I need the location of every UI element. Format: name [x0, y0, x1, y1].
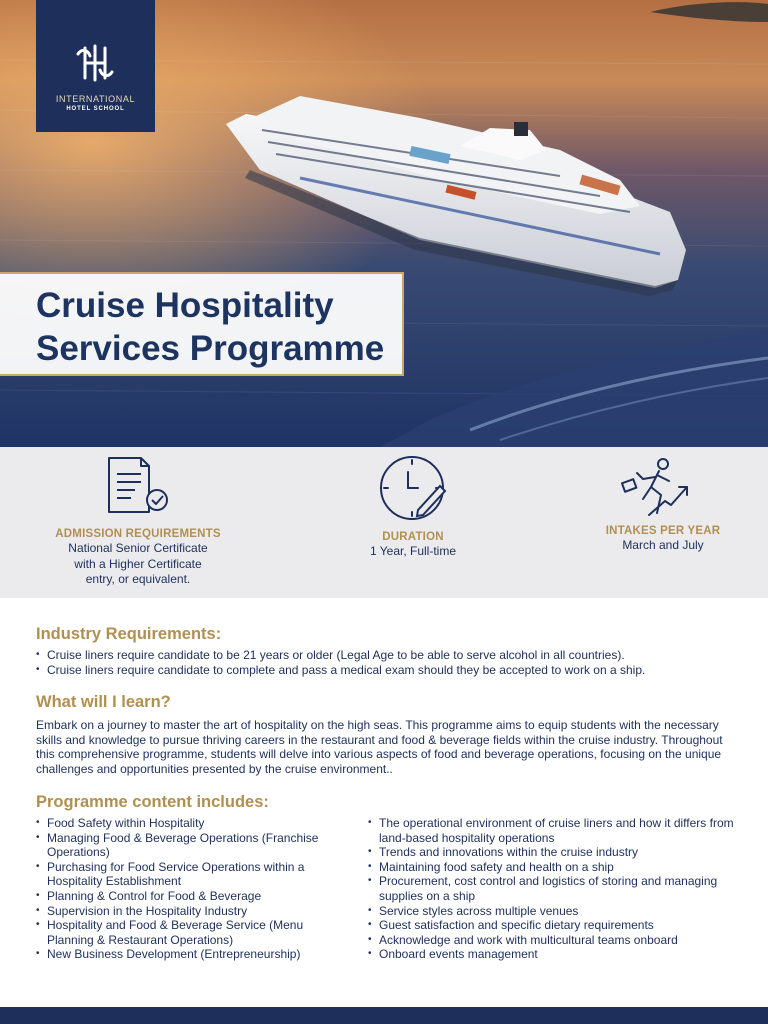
logo-text-line2: HOTEL SCHOOL [66, 106, 125, 112]
clock-pencil-icon [378, 456, 448, 522]
list-item: • New Business Development (Entrepreneurship) [36, 947, 326, 962]
list-item: • Hospitality and Food & Beverage Service (Menu Planning & Restaurant Operations) [36, 918, 326, 947]
list-item: • Purchasing for Food Service Operations within a Hospitality Establishment [36, 860, 326, 889]
logo-text-line1: INTERNATIONAL [55, 94, 136, 104]
info-duration-line: 1 Year, Full-time [369, 544, 457, 558]
page-title [0, 272, 404, 376]
list-item: • Onboard events management [368, 947, 738, 962]
info-admission-line: with a Higher Certificate [74, 556, 202, 571]
programme-content-heading: Programme content includes: [36, 793, 269, 811]
info-duration-heading: DURATION [382, 531, 444, 543]
list-item: • Cruise liners require candidate to be 21 years or older (Legal Age to be able to serve alcohol in all countries). [36, 648, 756, 663]
info-admission [48, 528, 228, 587]
list-item: • Managing Food & Beverage Operations (Franchise Operations) [36, 831, 326, 860]
info-admission-line: entry, or equivalent. [85, 572, 191, 586]
logo [36, 0, 155, 132]
list-item: • Service styles across multiple venues [368, 904, 738, 919]
climber-growth-icon [619, 457, 691, 519]
ihs-monogram-icon [74, 42, 116, 84]
industry-requirements-list [36, 648, 756, 677]
info-admission-heading: ADMISSION REQUIREMENTS [55, 528, 221, 540]
programme-content-left [36, 816, 326, 962]
list-item: • Food Safety within Hospitality [36, 816, 326, 831]
title-line-2: Services Programme [36, 329, 385, 368]
list-item: • Supervision in the Hospitality Industry [36, 904, 326, 919]
document-check-icon [105, 456, 171, 516]
list-item: • Planning & Control for Food & Beverage [36, 889, 326, 904]
programme-content-right [368, 816, 738, 962]
list-item: • Cruise liners require candidate to complete and pass a medical exam should they be accepted to work on a ship. [36, 663, 756, 678]
info-intakes-line: March and July [622, 538, 704, 552]
list-item: • Maintaining food safety and health on a ship [368, 860, 738, 875]
industry-requirements-heading: Industry Requirements: [36, 625, 222, 643]
list-item: • The operational environment of cruise liners and how it differs from land-based hospitality operations [368, 816, 738, 845]
what-will-i-learn-heading: What will I learn? [36, 693, 171, 711]
list-item: • Procurement, cost control and logistics of storing and managing supplies on a ship [368, 874, 738, 903]
info-duration [323, 531, 503, 559]
info-intakes [573, 525, 753, 553]
hero-banner [0, 0, 768, 447]
info-intakes-heading: INTAKES PER YEAR [605, 525, 721, 537]
title-line-1: Cruise Hospitality [36, 286, 334, 325]
list-item: • Acknowledge and work with multicultural teams onboard [368, 933, 738, 948]
learn-paragraph: Embark on a journey to master the art of hospitality on the high seas. This programme aims to equip students with the necessary skills and knowledge to pursue thriving careers in the restaurant and food & beverage fields within the cruise industry. Throughout this comprehensive programme, students will delve into various aspects of food and beverage operations, focusing on the unique challenges and opportunities presented by the cruise environment.. [36, 718, 723, 776]
list-item: • Guest satisfaction and specific dietary requirements [368, 918, 738, 933]
footer-bar [0, 1007, 768, 1024]
info-strip [0, 447, 768, 598]
list-item: • Trends and innovations within the cruise industry [368, 845, 738, 860]
info-admission-line: National Senior Certificate [68, 541, 208, 555]
